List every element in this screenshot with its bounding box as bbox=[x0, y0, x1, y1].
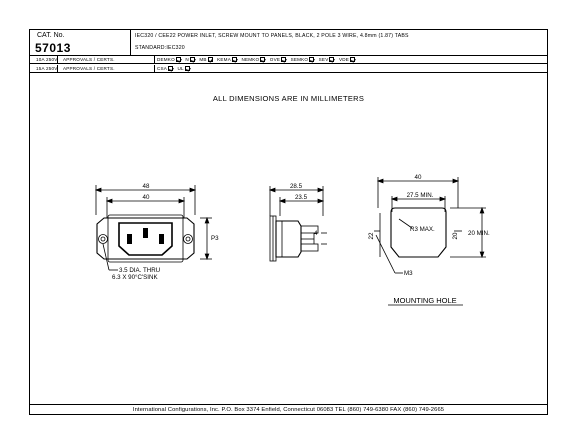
approval-kema: KEMA bbox=[217, 56, 237, 64]
dimensions-note: ALL DIMENSIONS ARE IN MILLIMETERS bbox=[212, 94, 365, 103]
mount-radius: R3 MAX. bbox=[410, 226, 435, 233]
approval-ul: UL bbox=[178, 65, 190, 73]
front-height: P3 bbox=[211, 235, 219, 242]
mount-screw: M3 bbox=[404, 270, 413, 277]
approval-semko: SEMKO bbox=[291, 56, 315, 64]
rating-value: 10A 250V bbox=[30, 56, 58, 64]
footer-text: International Configurations, Inc. P.O. Box 3374 Enfield, Connecticut 06083 TEL (860) 749-6380 FAX (860) 749-2665 bbox=[132, 407, 445, 413]
technical-drawing bbox=[30, 30, 547, 402]
hole-note-1: 3.5 DIA. THRU bbox=[119, 267, 161, 274]
mount-height-prefix: 20 bbox=[452, 232, 459, 240]
approvals-label: APPROVALS / CERTS. bbox=[58, 65, 155, 73]
approval-sev: SEV bbox=[319, 56, 335, 64]
approval-csa: CSA bbox=[157, 65, 173, 73]
cat-no-label: CAT. No. bbox=[37, 32, 65, 39]
mount-height: 20 MIN. bbox=[468, 230, 490, 237]
rating-value: 15A 250V bbox=[30, 65, 58, 73]
approval-n: N bbox=[185, 56, 195, 64]
hole-note-2: 6.3 X 90°C'SINK bbox=[112, 274, 158, 281]
side-overall-depth: 28.5 bbox=[289, 183, 303, 190]
mount-left-dim: 22 bbox=[368, 232, 375, 240]
front-overall-width: 48 bbox=[142, 183, 150, 190]
approval-nemko: NEMKO bbox=[241, 56, 265, 64]
front-body-width: 40 bbox=[142, 194, 150, 201]
approval-ove: OVE bbox=[270, 56, 286, 64]
footer-bar bbox=[30, 404, 547, 414]
approval-demko: DEMKO bbox=[157, 56, 181, 64]
side-body-depth: 23.5 bbox=[294, 194, 308, 201]
front-view bbox=[96, 185, 212, 270]
description: IEC320 / CEE22 POWER INLET, SCREW MOUNT TO PANELS, BLACK, 2 POLE 3 WIRE, 4.8mm (1.87) TABS bbox=[135, 33, 409, 39]
mount-width: 40 bbox=[414, 174, 422, 181]
approval-mb: MB bbox=[199, 56, 212, 64]
drawing-sheet bbox=[29, 29, 548, 415]
mount-inner-width: 27.5 MIN. bbox=[406, 192, 434, 199]
mount-title: MOUNTING HOLE bbox=[393, 296, 457, 305]
approvals-label: APPROVALS / CERTS. bbox=[58, 56, 155, 64]
approval-vde: VDE bbox=[339, 56, 355, 64]
cat-no-value: 57013 bbox=[35, 41, 71, 55]
standard: STANDARD:IEC320 bbox=[135, 45, 185, 51]
side-tab-label: 4 bbox=[314, 230, 318, 237]
